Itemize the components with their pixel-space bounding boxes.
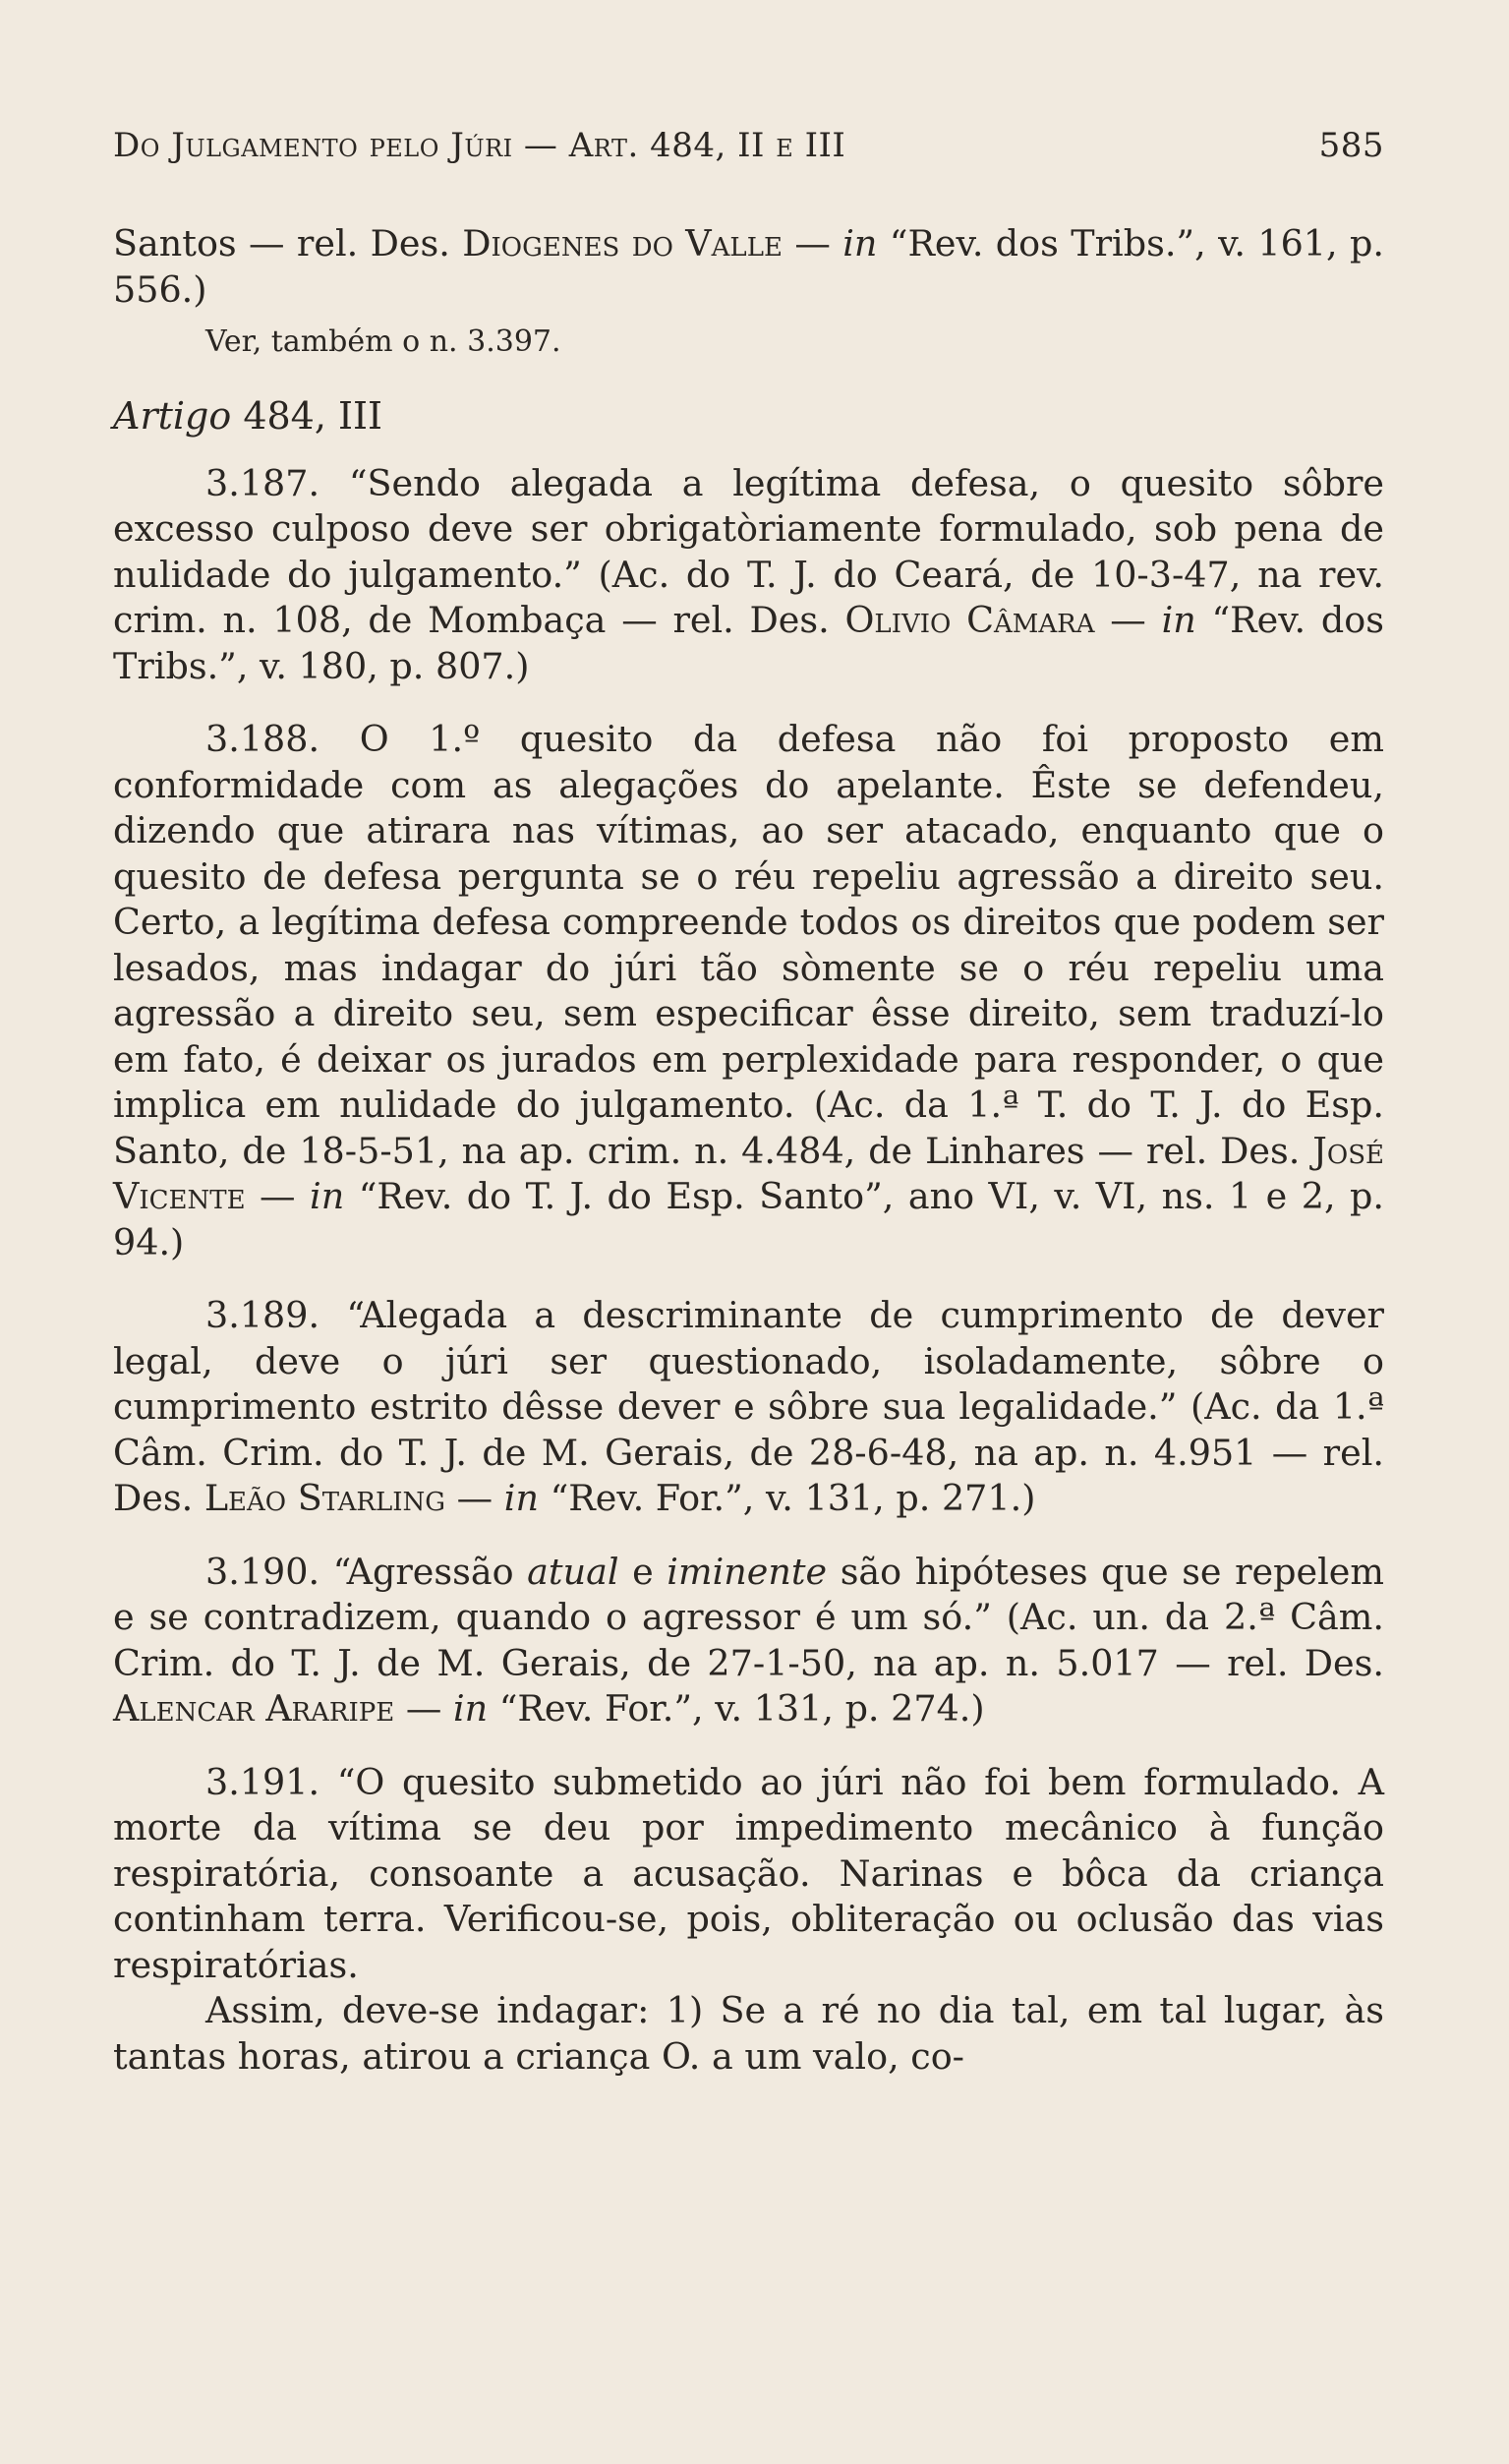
running-head-title: Do Julgamento pelo Júri — Art. 484, II e III — [113, 126, 846, 165]
paragraph-3191: 3.191. “O quesito submetido ao júri não foi bem formulado. A morte da vítima se deu por impedimento mecânico à função respiratória, consoante a acusação. Narinas e bôca da criança continham terra. Verificou-se, pois, obliteração ou oclusão das vias respiratórias. — [113, 1760, 1384, 1986]
paragraph-3187: 3.187. “Sendo alegada a legítima defesa, o quesito sôbre excesso culposo deve ser obrigatòriamente formulado, sob pena de nulidade do julgamento.” (Ac. do T. J. do Ceará, de 10-3-47, na rev. crim. n. 108, de Mombaça — rel. Des. Olivio Câmara — in “Rev. dos Tribs.”, v. 180, p. 807.) — [113, 461, 1384, 687]
paragraph-3188: 3.188. O 1.º quesito da defesa não foi proposto em conformidade com as alegações do apelante. Êste se defendeu, dizendo que atirara nas vítimas, ao ser atacado, enquanto que o quesito de defesa pergunta se o réu repeliu agressão a direito seu. Certo, a legítima defesa compreende todos os direitos que podem ser lesados, mas indagar do júri tão sòmente se o réu repeliu uma agressão a direito seu, sem especificar êsse direito, sem traduzí-lo em fato, é deixar os jurados em perplexidade para responder, o que implica em nulidade do julgamento. (Ac. da 1.ª T. do T. J. do Esp. Santo, de 18-5-51, na ap. crim. n. 4.484, de Linhares — rel. Des. José Vicente — in “Rev. do T. J. do Esp. Santo”, ano VI, v. VI, ns. 1 e 2, p. 94.) — [113, 718, 1384, 1263]
page-number: 585 — [1318, 126, 1384, 165]
judge-name: Leão Starling — [203, 1477, 446, 1519]
judge-name: Alencar Araripe — [113, 1687, 395, 1730]
paragraph-3189: 3.189. “Alegada a descriminante de cumprimento de dever legal, deve o júri ser questionado, isoladamente, sôbre o cumprimento estrito dêsse dever e sôbre sua legalidade.” (Ac. da 1.ª Câm. Crim. do T. J. de M. Gerais, de 28-6-48, na ap. n. 4.951 — rel. Des. Leão Starling — in “Rev. For.”, v. 131, p. 271.) — [113, 1294, 1384, 1519]
see-also-note: Ver, também o n. 3.397. — [205, 324, 561, 359]
section-heading: Artigo 484, III — [113, 394, 383, 438]
paragraph-3191-continuation: Assim, deve-se indagar: 1) Se a ré no dia tal, em tal lugar, às tantas horas, atirou a criança O. a um valo, co- — [113, 1989, 1384, 2078]
paragraph-3190: 3.190. “Agressão atual e iminente são hipóteses que se repelem e se contradizem, quando o agressor é um só.” (Ac. un. da 2.ª Câm. Crim. do T. J. de M. Gerais, de 27-1-50, na ap. n. 5.017 — rel. Des. Alencar Araripe — in “Rev. For.”, v. 131, p. 274.) — [113, 1550, 1384, 1730]
body-text — [113, 221, 1384, 2080]
judge-name: Olivio Câmara — [844, 599, 1095, 641]
judge-name: José Vicente — [113, 1129, 1384, 1217]
continuation-paragraph: Santos — rel. Des. Diogenes do Valle — in “Rev. dos Tribs.”, v. 161, p. 556.) — [113, 222, 1384, 311]
running-head — [113, 126, 1384, 165]
judge-name: Diogenes do Valle — [462, 222, 783, 264]
